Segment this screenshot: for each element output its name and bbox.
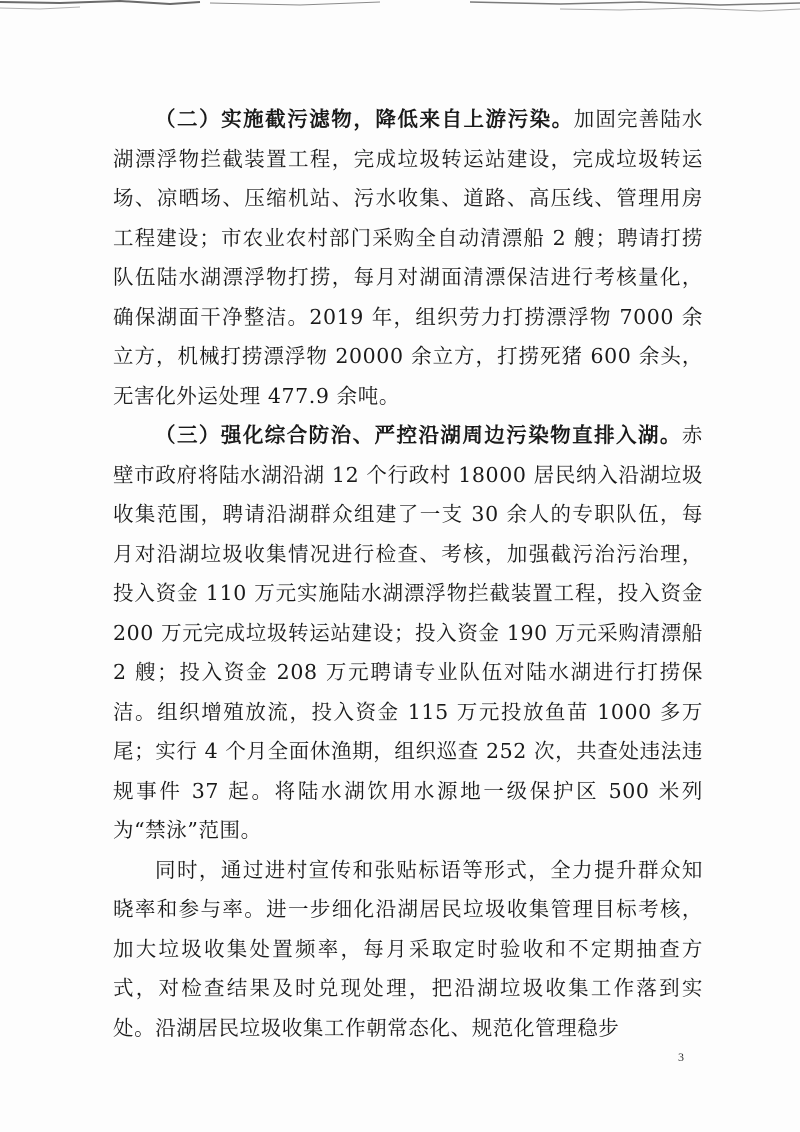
section-heading: （二）实施截污滤物，降低来自上游污染。 [155,107,574,131]
scan-edge-artifact [0,0,800,16]
section-heading: （三）强化综合防治、严控沿湖周边污染物直排入湖。 [155,423,682,447]
document-body [113,100,703,1048]
paragraph-public-outreach [113,851,703,1049]
paragraph-text: 同时，通过进村宣传和张贴标语等形式，全力提升群众知晓率和参与率。进一步细化沿湖居民垃圾收集管理目标考核，加大垃圾收集处置频率，每月采取定时验收和不定期抽查方式，对检查结果及时兑现处理，把沿湖垃圾收集工作落到实处。沿湖居民垃圾收集工作朝常态化、规范化管理稳步 [113,857,703,1040]
paragraph-section-two [113,100,703,416]
paragraph-section-three [113,416,703,851]
page-number: 3 [678,1050,684,1064]
paragraph-text: 加固完善陆水湖漂浮物拦截装置工程，完成垃圾转运站建设，完成垃圾转运场、凉晒场、压缩机站、污水收集、道路、高压线、管理用房工程建设；市农业农村部门采购全自动清漂船 2 艘；聘请打捞队伍陆水湖漂浮物打捞，每月对湖面清漂保洁进行考核量化，确保湖面干净整洁。2019 年，组织劳力打捞漂浮物 7000 余立方，机械打捞漂浮物 20000 余立方，打捞死猪 600 余头，无害化外运处理 477.9 余吨。 [113,107,704,408]
paragraph-text: 赤壁市政府将陆水湖沿湖 12 个行政村 18000 居民纳入沿湖垃圾收集范围，聘请沿湖群众组建了一支 30 余人的专职队伍，每月对沿湖垃圾收集情况进行检查、考核，加强截污治污治理，投入资金 110 万元实施陆水湖漂浮物拦截装置工程，投入资金 200 万元完成垃圾转运站建设；投入资金 190 万元采购清漂船 2 艘；投入资金 208 万元聘请专业队伍对陆水湖进行打捞保洁。组织增殖放流，投入资金 115 万元投放鱼苗 1000 多万尾；实行 4 个月全面休渔期，组织巡查 252 次，共查处违法违规事件 37 起。将陆水湖饮用水源地一级保护区 500 米列为“禁泳”范围。 [113,423,703,842]
